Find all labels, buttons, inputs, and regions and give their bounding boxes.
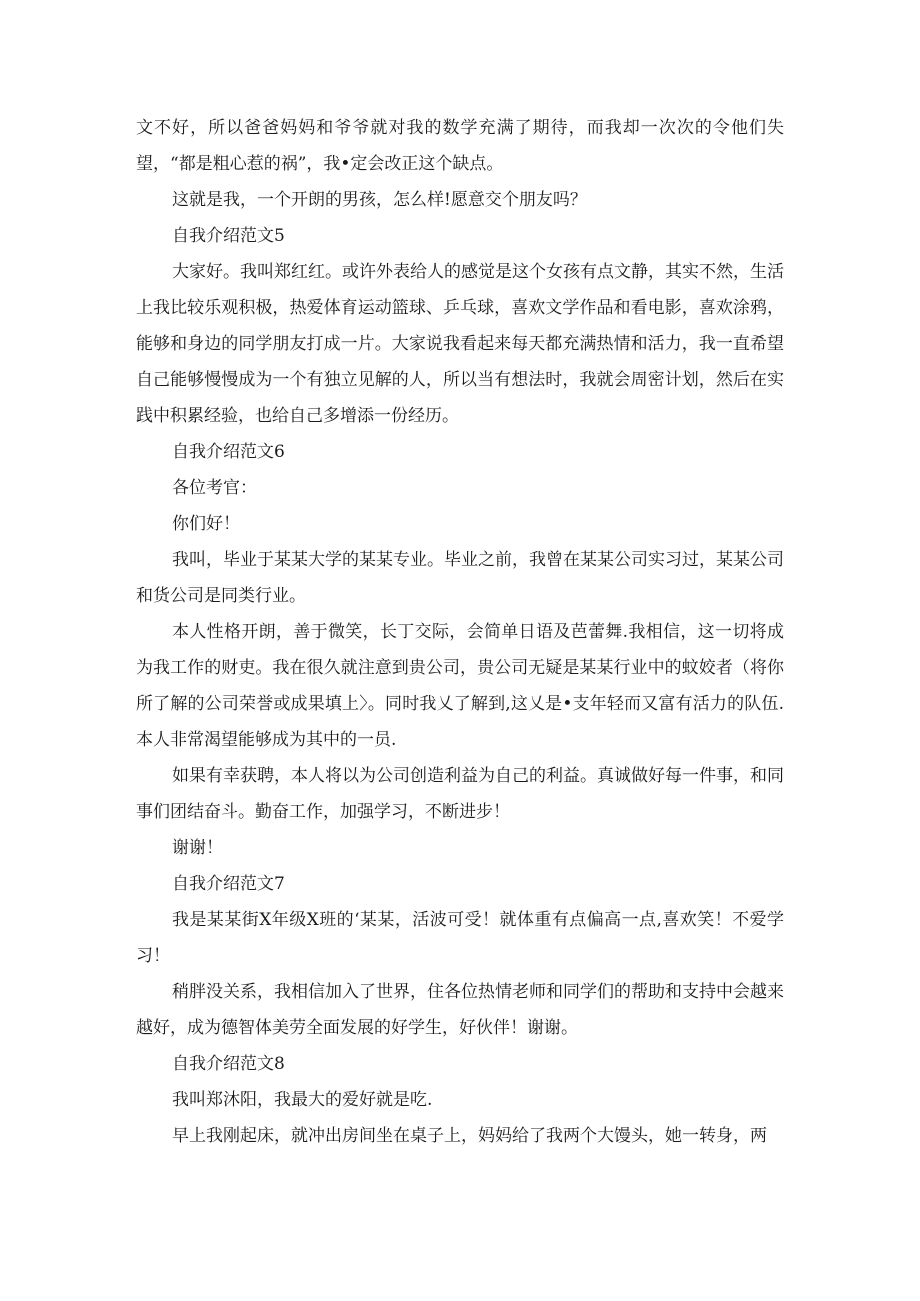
paragraph: 我是某某街X年级X班的‘某某，活波可受！就体重有点偏高一点,喜欢笑！不爱学习！ [136,910,784,966]
paragraph: 如果有幸获聘，本人将以为公司创造利益为自己的利益。真诚做好每一件事，和同事们团结奋斗。勤奋工作，加强学习，不断进步！ [136,766,784,822]
section-heading: 自我介绍范文6 [172,442,285,462]
paragraph: 你们好！ [172,514,240,534]
paragraph: 早上我刚起床，就冲出房间坐在桌子上，妈妈给了我两个大馒头，她一转身，两 [172,1126,767,1146]
section-heading: 自我介绍范文5 [172,226,285,246]
paragraph: 谢谢！ [172,838,223,858]
paragraph: 文不好，所以爸爸妈妈和爷爷就对我的数学充满了期待，而我却一次次的令他们失望，“都是粗心惹的祸”，我•定会改正这个缺点。 [136,118,784,174]
paragraph: 稍胖没关系，我相信加入了世界，住各位热情老师和同学们的帮助和支持中会越来越好，成为德智体美劳全面发展的好学生，好伙伴！谢谢。 [136,982,784,1038]
section-heading: 自我介绍范文7 [172,874,285,894]
paragraph: 大家好。我叫郑红红。或许外表给人的感觉是这个女孩有点文静，其实不然，生活上我比较乐观积极，热爱体育运动篮球、乒乓球，喜欢文学作品和看电影，喜欢涂鸦，能够和身边的同学朋友打成一片。大家说我看起来每天都充满热情和活力，我一直希望自己能够慢慢成为一个有独立见解的人，所以当有想法时，我就会周密计划，然后在实践中积累经验，也给自己多增添一份经历。 [136,262,784,426]
paragraph: 本人性格开朗，善于微笑，长丁交际，会简单日语及芭蕾舞.我相信，这一切将成为我工作的财吏。我在很久就注意到贵公司，贵公司无疑是某某行业中的蚊姣者（将你所了解的公司荣誉或成果填上〉。同时我乂了解到,这乂是•支年轻而又富有活力的队伍.本人非常渴望能够成为其中的一员. [136,622,784,750]
paragraph: 各位考官： [172,478,257,498]
paragraph: 我叫，毕业于某某大学的某某专业。毕业之前，我曾在某某公司实习过，某某公司和货公司是同类行业。 [136,550,784,606]
paragraph: 这就是我，一个开朗的男孩，怎么样!愿意交个朋友吗？ [172,190,587,210]
document-page [136,110,784,1154]
section-heading: 自我介绍范文8 [172,1054,285,1074]
paragraph: 我叫郑沐阳，我最大的爱好就是吃. [172,1090,433,1110]
